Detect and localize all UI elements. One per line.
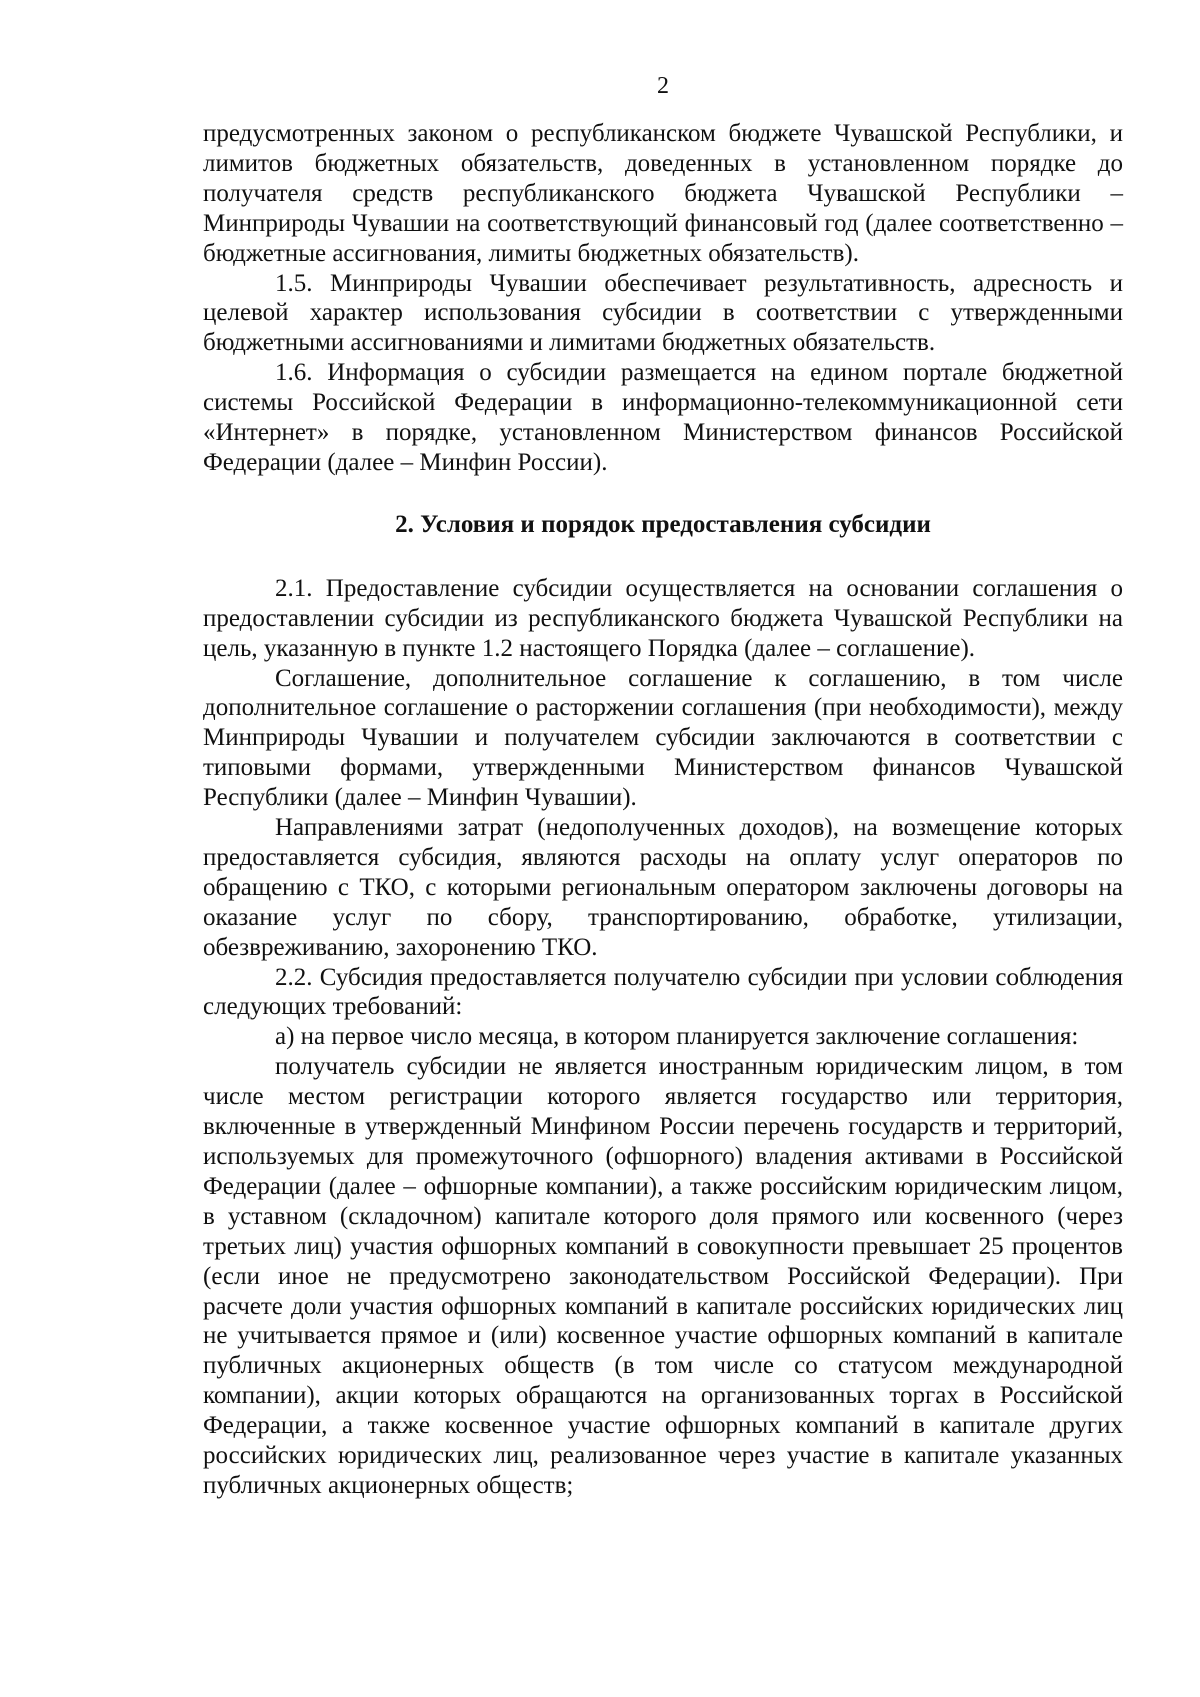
paragraph-cost-directions: Направлениями затрат (недополученных доходов), на возмещение которых предоставляется субсидия, являются расходы на оплату услуг операторов по обращению с ТКО, с которыми региональным оператором заключены договоры на оказание услуг по сбору, транспортированию, обработке, утилизации, обезвреживанию, захоронению ТКО.: [203, 814, 1123, 961]
document-page: [203, 0, 1123, 1697]
section-heading: 2. Условия и порядок предоставления субсидии: [395, 510, 931, 538]
paragraph-continuation: предусмотренных законом о республиканском бюджете Чувашской Республики, и лимитов бюджетных обязательств, доведенных в установленном порядке до получателя средств республиканского бюджета Чувашской Республики – Минприроды Чувашии на соответствующий финансовый год (далее соответственно – бюджетные ассигнования, лимиты бюджетных обязательств).: [203, 120, 1123, 267]
paragraph-agreement: Соглашение, дополнительное соглашение к соглашению, в том числе дополнительное соглашение о расторжении соглашения (при необходимости), между Минприроды Чувашии и получателем субсидии заключаются в соответствии с типовыми формами, утвержденными Министерством финансов Чувашской Республики (далее – Минфин Чувашии).: [203, 664, 1123, 812]
document-body: [203, 119, 1123, 1501]
paragraph-offshore: получатель субсидии не является иностранным юридическим лицом, в том числе местом регистрации которого является государство или территория, включенные в утвержденный Минфином России перечень государств и территорий, используемых для промежуточного (офшорного) владения активами в Российской Федерации (далее – офшорные компании), а также российским юридическим лицом, в уставном (складочном) капитале которого доля прямого или косвенного (через третьих лиц) участия офшорных компаний в совокупности превышает 25 процентов (если иное не предусмотрено законодательством Российской Федерации). При расчете доли участия офшорных компаний в капитале российских юридических лиц не учитывается прямое и (или) косвенное участие офшорных компаний в капитале публичных акционерных обществ (в том числе со статусом международной компании), акции которых обращаются на организованных торгах в Российской Федерации, а также косвенное участие офшорных компаний в капитале других российских юридических лиц, реализованное через участие в капитале указанных публичных акционерных обществ;: [203, 1053, 1123, 1499]
paragraph-1-6: 1.6. Информация о субсидии размещается на едином портале бюджетной системы Российской Федерации в информационно-телекоммуникационной сети «Интернет» в порядке, установленном Министерством финансов Российской Федерации (далее – Минфин России).: [203, 359, 1123, 476]
paragraph-2-1: 2.1. Предоставление субсидии осуществляется на основании соглашения о предоставлении субсидии из республиканского бюджета Чувашской Республики на цель, указанную в пункте 1.2 настоящего Порядка (далее – соглашение).: [203, 574, 1123, 662]
paragraph-1-5: 1.5. Минприроды Чувашии обеспечивает результативность, адресность и целевой характер использования субсидии в соответствии с утвержденными бюджетными ассигнованиями и лимитами бюджетных обязательств.: [203, 269, 1123, 357]
page-number: 2: [657, 73, 669, 99]
paragraph-2-2: 2.2. Субсидия предоставляется получателю субсидии при условии соблюдения следующих требований:: [203, 963, 1123, 1021]
paragraph-item-a: а) на первое число месяца, в котором планируется заключение соглашения:: [275, 1023, 1079, 1051]
